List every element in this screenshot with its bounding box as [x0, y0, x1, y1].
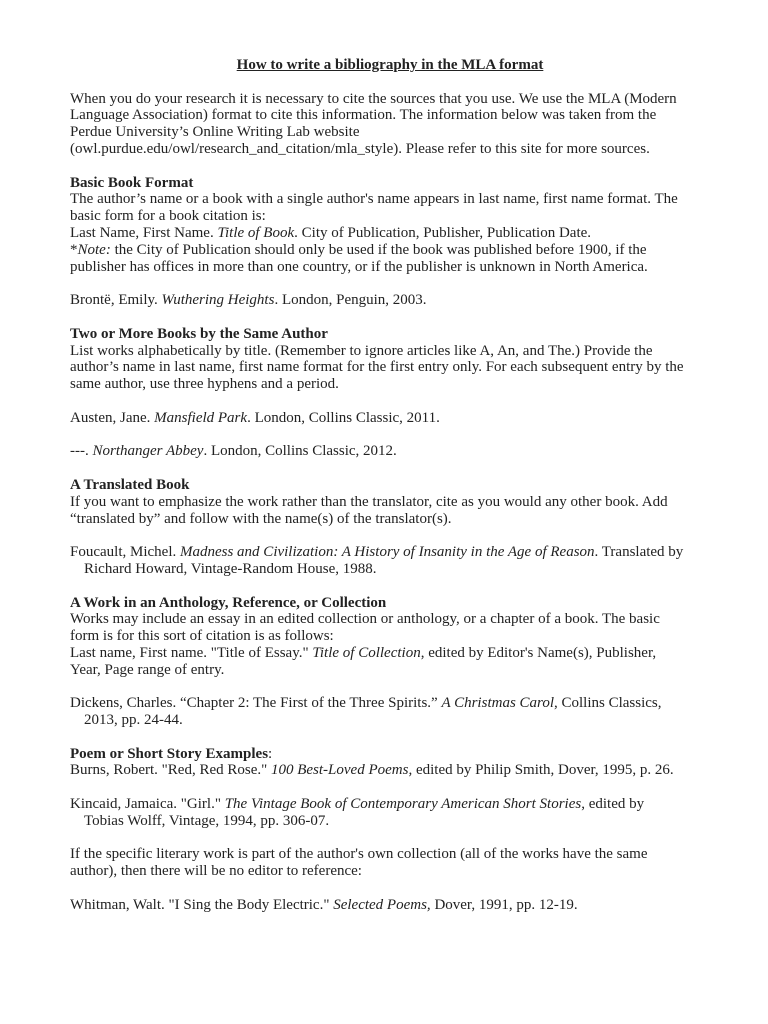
citation-block: [70, 443, 710, 460]
text-line: [70, 645, 710, 662]
italic-title: Madness and Civilization: A History of Insanity in the Age of Reason: [179, 544, 595, 561]
text-line: [70, 561, 710, 578]
text-run: Language Association) format to cite this information. The information below was taken from the: [70, 107, 657, 124]
paragraph-block: [70, 846, 710, 880]
text-run: form is for this sort of citation is as follows:: [70, 628, 334, 645]
section-block: [70, 326, 710, 393]
text-run: Foucault, Michel.: [70, 544, 180, 561]
text-line: [70, 259, 710, 276]
text-line: [70, 376, 710, 393]
italic-title: Mansfield Park: [154, 409, 248, 426]
text-run: the City of Publication should only be used if the book was published before 1900, if the: [110, 241, 647, 258]
text-line: [70, 107, 710, 124]
text-run: . City of Publication, Publisher, Publication Date.: [294, 224, 592, 241]
document-body: [70, 91, 710, 914]
text-line: [70, 494, 710, 511]
text-line: [70, 762, 710, 779]
text-run: . London, Collins Classic, 2012.: [203, 443, 397, 460]
text-run: When you do your research it is necessary to cite the sources that you use. We use the MLA (Modern: [70, 90, 677, 107]
text-run: Burns, Robert. "Red, Red Rose.": [70, 762, 271, 779]
citation-block: [70, 897, 710, 914]
text-line: [70, 796, 710, 813]
citation-block: [70, 410, 710, 427]
text-line: [70, 628, 710, 645]
document-page: [70, 57, 710, 930]
text-line: [70, 611, 710, 628]
text-line: [70, 343, 710, 360]
text-line: [70, 511, 710, 528]
text-run: , Collins Classics,: [553, 695, 662, 712]
section-heading: A Translated Book: [70, 476, 190, 493]
citation-block: [70, 796, 710, 830]
text-line: [70, 242, 710, 259]
text-run: Year, Page range of entry.: [70, 661, 225, 678]
text-line: [70, 595, 710, 612]
italic-title: A Christmas Carol: [441, 695, 554, 712]
text-run: Tobias Wolff, Vintage, 1994, pp. 306-07.: [84, 812, 330, 829]
text-run: Last Name, First Name.: [70, 224, 218, 241]
text-run: basic form for a book citation is:: [70, 208, 266, 225]
text-run: . Translated by: [594, 544, 684, 561]
text-line: [70, 544, 710, 561]
section-heading: Poem or Short Story Examples: [70, 745, 269, 762]
text-line: [70, 846, 710, 863]
text-run: *: [70, 241, 78, 258]
italic-title: Wuthering Heights: [161, 292, 275, 309]
text-run: ---.: [70, 443, 93, 460]
text-line: [70, 746, 710, 763]
text-line: [70, 359, 710, 376]
citation-block: [70, 544, 710, 578]
text-run: If the specific literary work is part of the author's own collection (all of the works have the same: [70, 846, 648, 863]
text-run: . London, Penguin, 2003.: [274, 292, 427, 309]
italic-title: 100 Best-Loved Poems,: [270, 762, 413, 779]
text-run: If you want to emphasize the work rather than the translator, cite as you would any other book. Add: [70, 493, 668, 510]
text-line: [70, 91, 710, 108]
text-line: [70, 477, 710, 494]
italic-title: Northanger Abbey: [92, 443, 204, 460]
italic-title: Title of Book: [217, 224, 295, 241]
italic-title: Title of Collection: [312, 644, 421, 661]
text-run: Dickens, Charles. “Chapter 2: The First of the Three Spirits.”: [70, 695, 442, 712]
text-line: [70, 141, 710, 158]
text-line: [70, 175, 710, 192]
text-line: [70, 191, 710, 208]
italic-title: Note:: [77, 241, 111, 258]
text-line: [70, 443, 710, 460]
text-line: [70, 124, 710, 141]
document-title: How to write a bibliography in the MLA format: [236, 57, 544, 73]
text-run: Austen, Jane.: [70, 409, 155, 426]
text-run: . London, Collins Classic, 2011.: [247, 409, 440, 426]
text-line: [70, 662, 710, 679]
citation-block: [70, 746, 710, 780]
text-run: author), then there will be no editor to reference:: [70, 863, 362, 880]
text-run: , edited by Editor's Name(s), Publisher,: [420, 644, 657, 661]
text-line: [70, 695, 710, 712]
text-line: [70, 292, 710, 309]
paragraph-block: [70, 91, 710, 158]
text-run: Dover, 1991, pp. 12-19.: [430, 896, 578, 913]
text-line: [70, 208, 710, 225]
text-run: List works alphabetically by title. (Remember to ignore articles like A, An, and The.) Provide the: [70, 342, 653, 359]
text-run: 2013, pp. 24-44.: [84, 712, 183, 729]
text-run: Brontë, Emily.: [70, 292, 162, 309]
text-run: Last name, First name. "Title of Essay.": [70, 644, 313, 661]
text-run: publisher has offices in more than one country, or if the publisher is unknown in North America.: [70, 258, 648, 275]
text-line: [70, 225, 710, 242]
section-block: [70, 477, 710, 527]
text-line: [70, 813, 710, 830]
section-block: [70, 175, 710, 276]
text-run: Kincaid, Jamaica. "Girl.": [70, 796, 225, 813]
section-heading: Basic Book Format: [70, 174, 194, 191]
text-run: Whitman, Walt. "I Sing the Body Electric.": [70, 896, 334, 913]
citation-block: [70, 695, 710, 729]
text-run: same author, use three hyphens and a period.: [70, 376, 339, 393]
text-run: edited by Philip Smith, Dover, 1995, p. 26.: [412, 762, 674, 779]
text-run: Works may include an essay in an edited collection or anthology, or a chapter of a book. The basic: [70, 611, 660, 628]
text-run: :: [268, 745, 273, 762]
text-line: [70, 897, 710, 914]
italic-title: Selected Poems,: [333, 896, 431, 913]
text-run: (owl.purdue.edu/owl/research_and_citation/mla_style). Please refer to this site for more sources.: [70, 140, 650, 157]
text-run: , edited by: [581, 796, 645, 813]
section-heading: Two or More Books by the Same Author: [70, 325, 328, 342]
text-run: The author’s name or a book with a single author's name appears in last name, first name format. The: [70, 191, 678, 208]
section-heading: A Work in an Anthology, Reference, or Collection: [70, 594, 387, 611]
citation-block: [70, 292, 710, 309]
text-run: Perdue University’s Online Writing Lab website: [70, 124, 360, 141]
text-run: “translated by” and follow with the name(s) of the translator(s).: [70, 510, 452, 527]
text-line: [70, 326, 710, 343]
italic-title: The Vintage Book of Contemporary American Short Stories: [224, 796, 582, 813]
section-block: [70, 595, 710, 679]
text-line: [70, 410, 710, 427]
text-run: Richard Howard, Vintage-Random House, 1988.: [84, 560, 377, 577]
text-line: [70, 712, 710, 729]
text-line: [70, 863, 710, 880]
text-run: author’s name in last name, first name format for the first entry only. For each subsequent entry by the: [70, 359, 684, 376]
